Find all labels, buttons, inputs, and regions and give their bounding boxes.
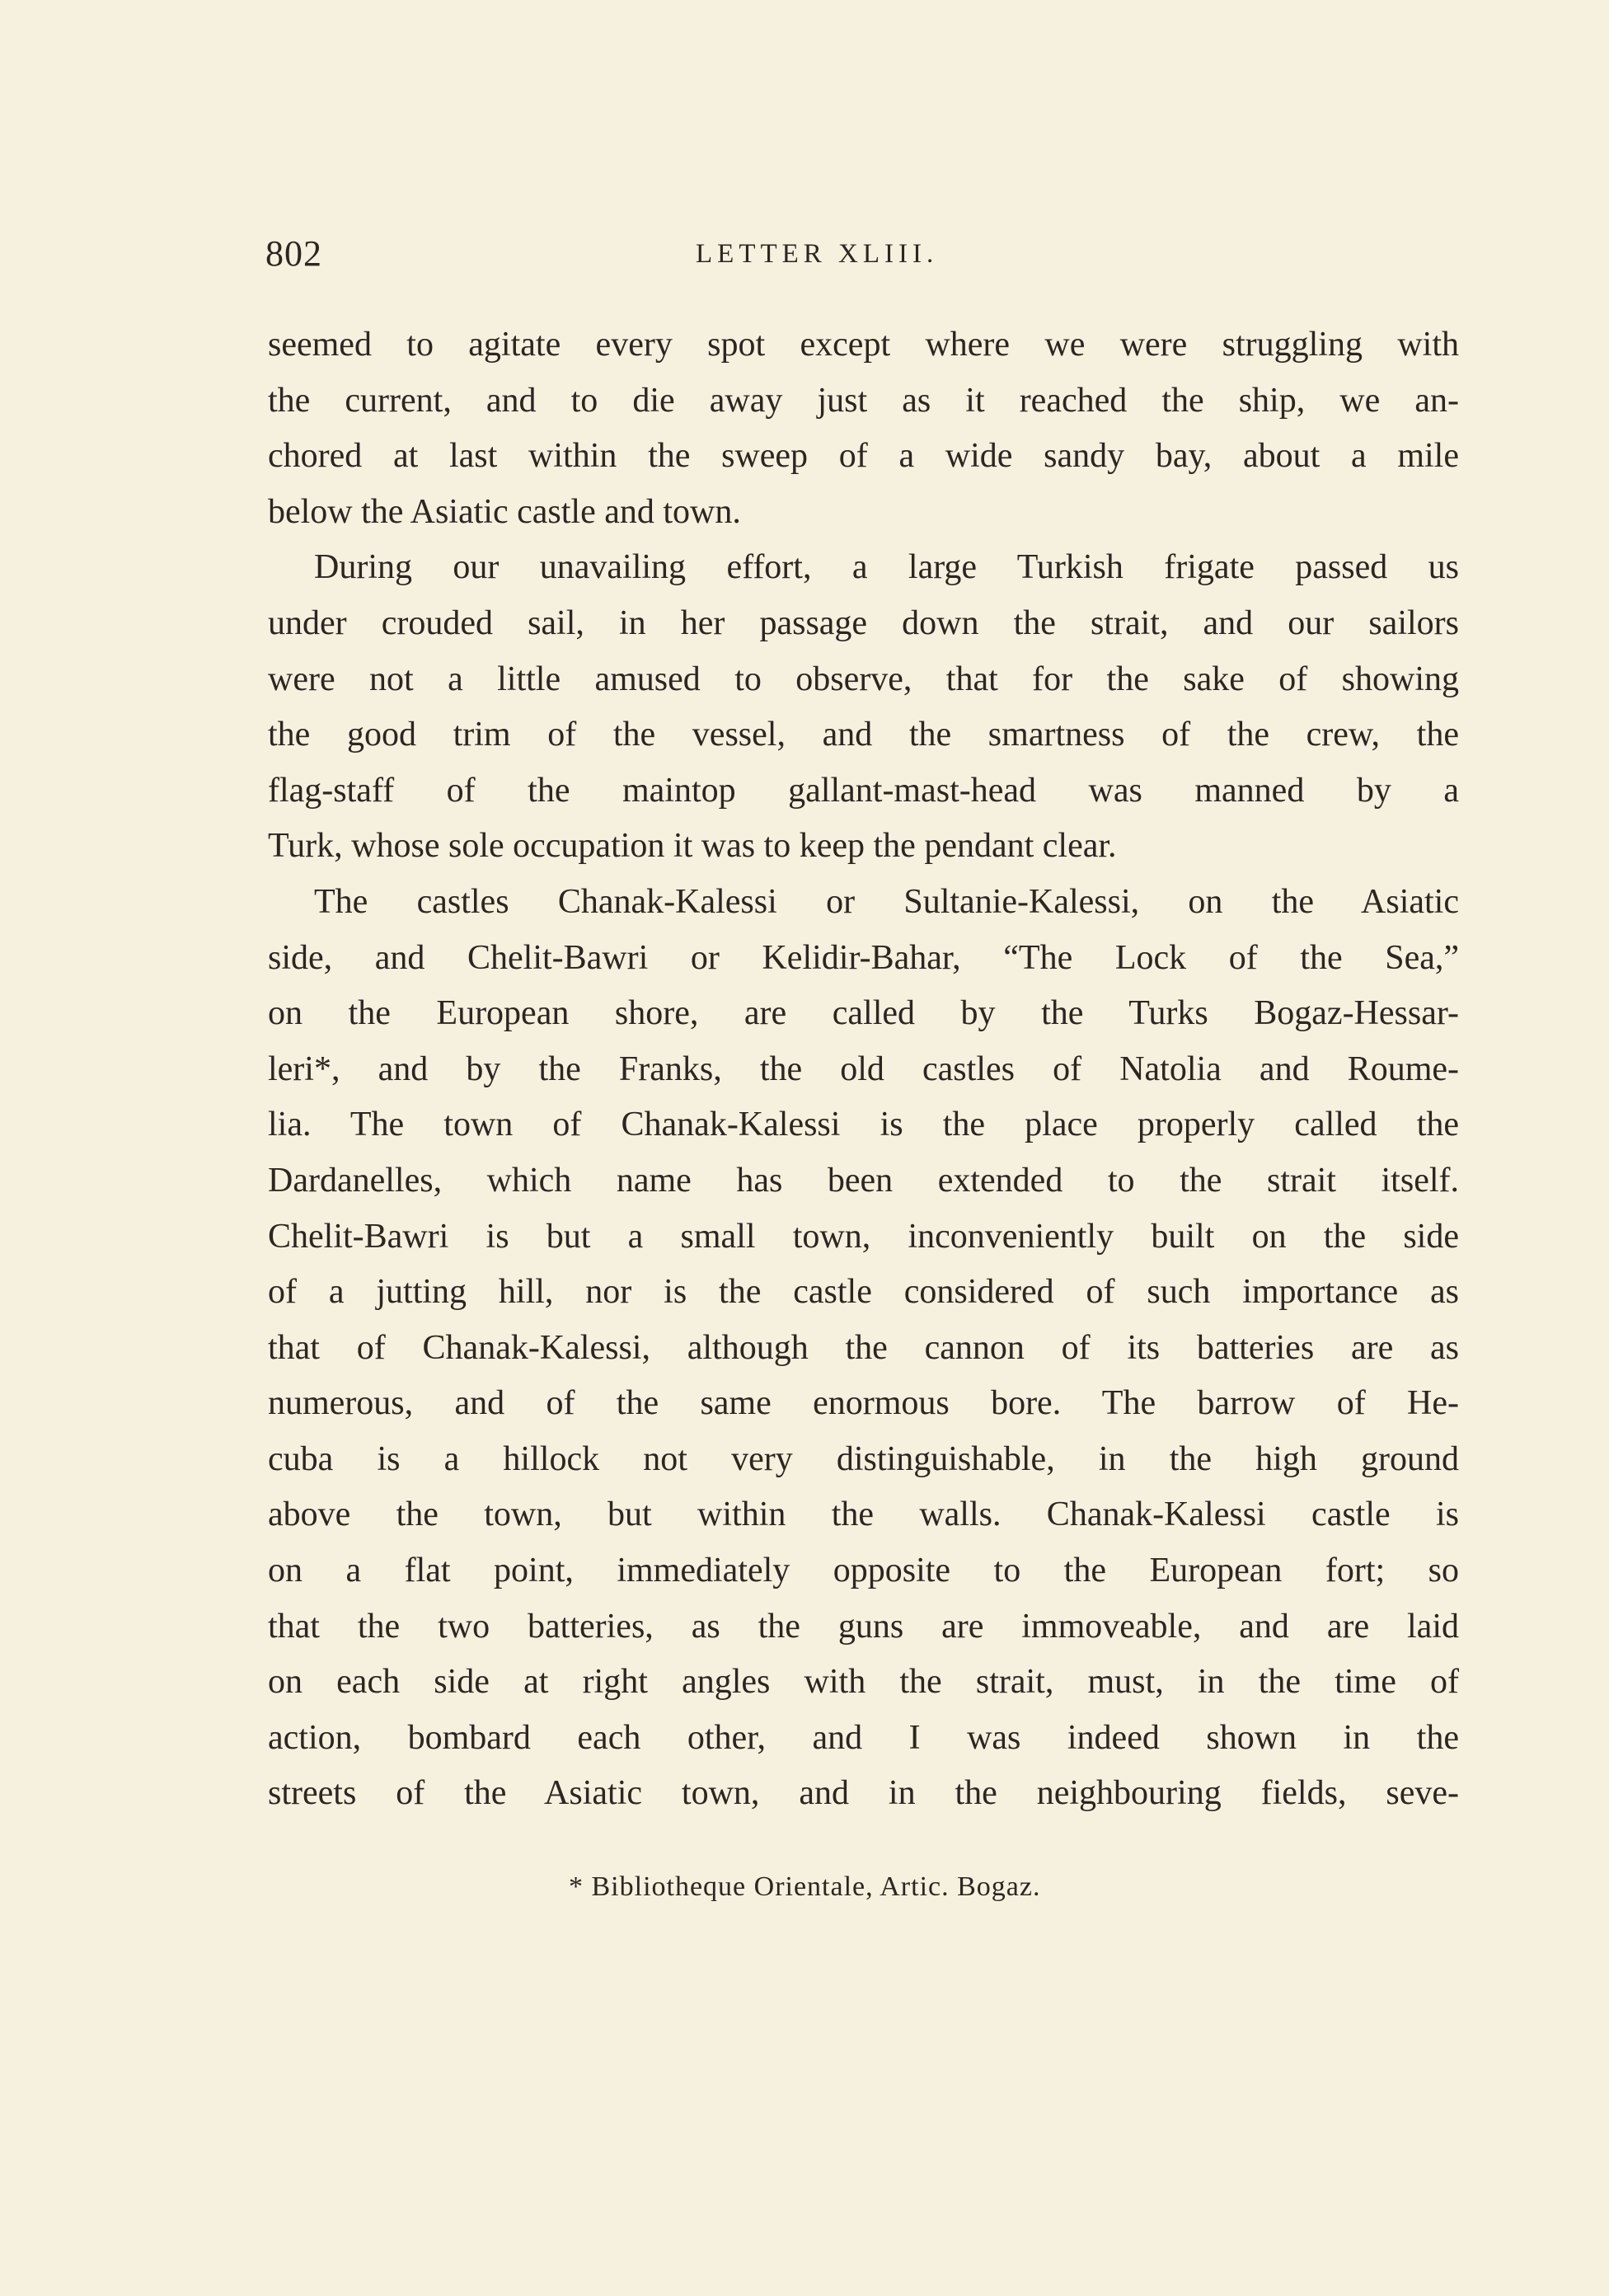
text-line: side, and Chelit-Bawri or Kelidir-Bahar, “The Lock of the Sea,” <box>268 938 1459 977</box>
text-line: on a flat point, immediately opposite to the European fort; so <box>268 1552 1459 1590</box>
text-line: Dardanelles, which name has been extended to the strait itself. <box>268 1161 1459 1200</box>
body-text <box>268 317 1459 1822</box>
text-line: During our unavailing effort, a large Turkish frigate passed us <box>314 548 1459 587</box>
text-line: action, bombard each other, and I was indeed shown in the <box>268 1718 1459 1757</box>
running-head: LETTER XLIII. <box>696 239 939 269</box>
text-line: flag-staff of the maintop gallant-mast-head was manned by a <box>268 771 1459 810</box>
page-header <box>265 232 1457 282</box>
text-line: cuba is a hillock not very distinguishable, in the high ground <box>268 1439 1459 1478</box>
text-line: on each side at right angles with the strait, must, in the time of <box>268 1663 1459 1702</box>
text-line: that the two batteries, as the guns are immoveable, and are laid <box>268 1607 1459 1646</box>
text-line: were not a little amused to observe, that for the sake of showing <box>268 660 1459 698</box>
text-line: under crouded sail, in her passage down the strait, and our sailors <box>268 603 1459 642</box>
page-number: 802 <box>265 233 322 274</box>
text-line: of a jutting hill, nor is the castle considered of such importance as <box>268 1273 1459 1312</box>
text-line: numerous, and of the same enormous bore. The barrow of He- <box>268 1384 1459 1423</box>
text-line: the current, and to die away just as it reached the ship, we an- <box>268 381 1459 420</box>
text-line: the good trim of the vessel, and the smartness of the crew, the <box>268 716 1459 754</box>
text-line: that of Chanak-Kalessi, although the cannon of its batteries are as <box>268 1328 1459 1367</box>
text-line: below the Asiatic castle and town. <box>268 492 741 531</box>
text-line: The castles Chanak-Kalessi or Sultanie-Kalessi, on the Asiatic <box>314 882 1459 921</box>
text-line: leri*, and by the Franks, the old castles of Natolia and Roume- <box>268 1049 1459 1088</box>
text-line: on the European shore, are called by the Turks Bogaz-Hessar- <box>268 994 1459 1033</box>
text-line: Turk, whose sole occupation it was to keep the pendant clear. <box>268 827 1117 866</box>
text-line: lia. The town of Chanak-Kalessi is the place properly called the <box>268 1106 1459 1144</box>
text-line: Chelit-Bawri is but a small town, inconveniently built on the side <box>268 1217 1459 1256</box>
text-line: seemed to agitate every spot except where we were struggling with <box>268 326 1459 364</box>
text-line: streets of the Asiatic town, and in the neighbouring fields, seve- <box>268 1774 1459 1813</box>
footnote: * Bibliotheque Orientale, Artic. Bogaz. <box>569 1871 1041 1902</box>
text-line: chored at last within the sweep of a wide sandy bay, about a mile <box>268 437 1459 476</box>
text-line: above the town, but within the walls. Chanak-Kalessi castle is <box>268 1495 1459 1534</box>
